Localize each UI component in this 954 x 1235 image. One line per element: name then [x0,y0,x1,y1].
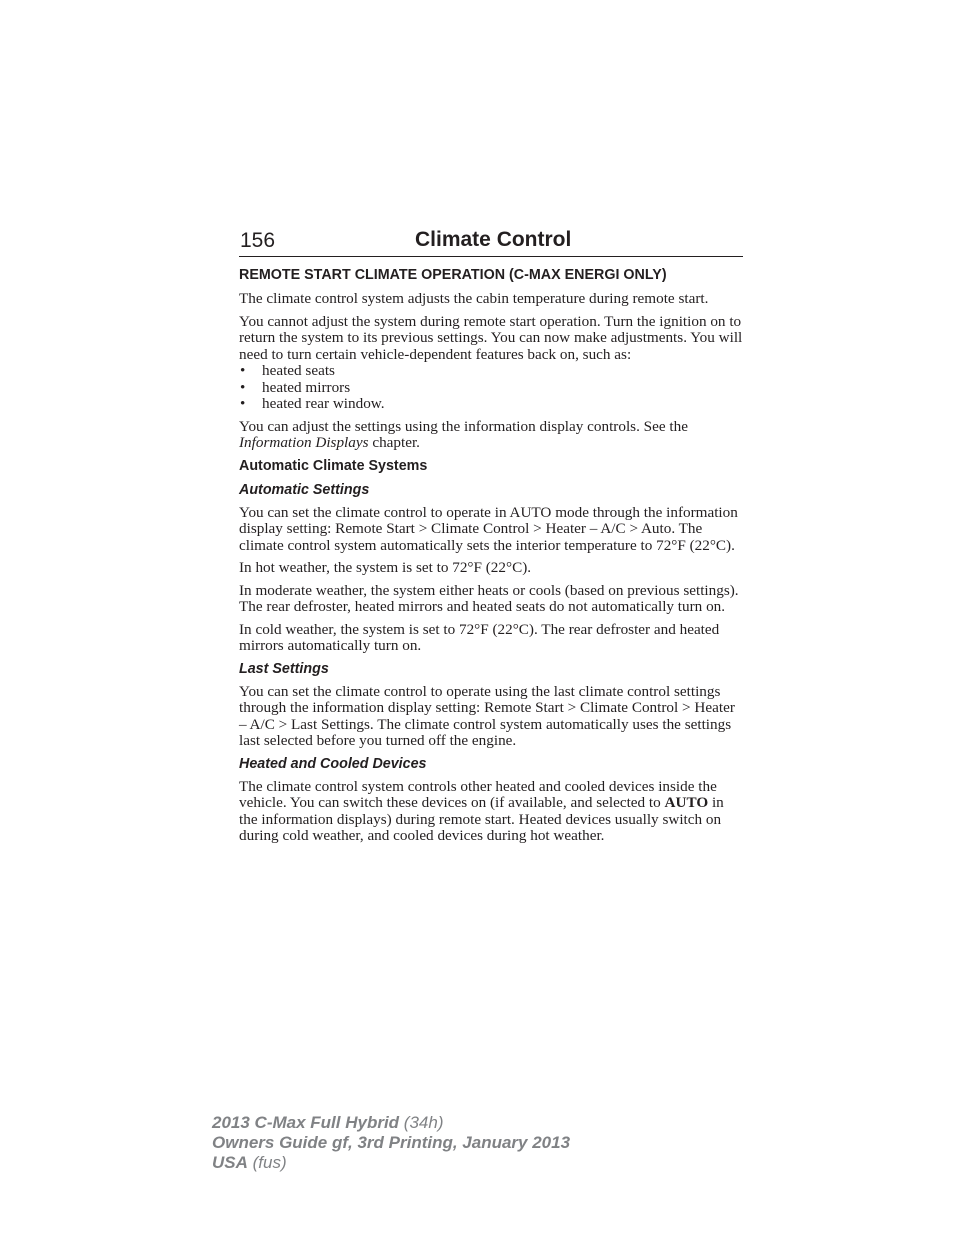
auto-label: AUTO [664,794,709,811]
paragraph-last-settings: You can set the climate control to operate using the last climate control settings through the information display setting: Remote Start > Climate Control > Heater – A/C > Last Settings. The climate control system automatically uses the settings last selected before you turned off the engine. [239,682,735,749]
feature-list [239,363,745,413]
footer-line-model: 2013 C-Max Full Hybrid (34h) [212,1113,444,1132]
subheading-heated-cooled-devices: Heated and Cooled Devices [239,755,427,772]
paragraph-adjust-settings: You can adjust the settings using the information display controls. See the Information Displays chapter. [239,417,688,451]
subheading-automatic-climate-systems: Automatic Climate Systems [239,457,428,474]
chapter-title: Climate Control [415,228,572,251]
list-item: • heated mirrors [240,378,351,396]
bullet-icon: • [240,362,246,379]
paragraph-moderate-weather: In moderate weather, the system either heats or cools (based on previous settings). The rear defroster, heated mirrors and heated seats do not automatically turn on. [239,581,739,615]
subheading-automatic-settings: Automatic Settings [239,481,370,498]
list-item: • heated rear window. [240,395,385,412]
paragraph-hot-weather: In hot weather, the system is set to 72°F (22°C). [239,559,532,576]
page-footer [212,1113,662,1173]
list-item: • heated seats [240,362,335,379]
page-number: 156 [240,229,276,252]
bullet-icon: • [240,395,246,412]
footer-line-guide: Owners Guide gf, 3rd Printing, January 2013 [212,1133,571,1152]
paragraph-intro: The climate control system adjusts the cabin temperature during remote start. [239,290,709,307]
paragraph-heated-cooled: The climate control system controls other heated and cooled devices inside the vehicle. You can switch these devices on (if available, and selected to AUTO in the information displays) during remote start. Heated devices usually switch on during cold weather, and cooled devices during hot weather. [239,777,724,844]
page-content [239,267,745,851]
paragraph-cannot-adjust: You cannot adjust the system during remote start operation. Turn the ignition on to return the system to its previous settings. You can now make adjustments. You will need to turn certain vehicle-dependent features back on, such as: [239,312,743,363]
section-heading-remote-start: REMOTE START CLIMATE OPERATION (C-MAX ENERGI ONLY) [239,267,667,283]
paragraph-cold-weather: In cold weather, the system is set to 72°F (22°C). The rear defroster and heated mirrors automatically turn on. [239,620,720,654]
footer-line-region: USA (fus) [212,1153,287,1172]
subheading-last-settings: Last Settings [239,660,329,677]
chapter-reference: Information Displays [239,434,369,451]
bullet-icon: • [240,378,246,396]
page-header [239,228,743,257]
paragraph-auto-mode: You can set the climate control to operate in AUTO mode through the information display setting: Remote Start > Climate Control > Heater – A/C > Auto. The climate control system automatically sets the interior temperature to 72°F (22°C). [239,503,738,554]
